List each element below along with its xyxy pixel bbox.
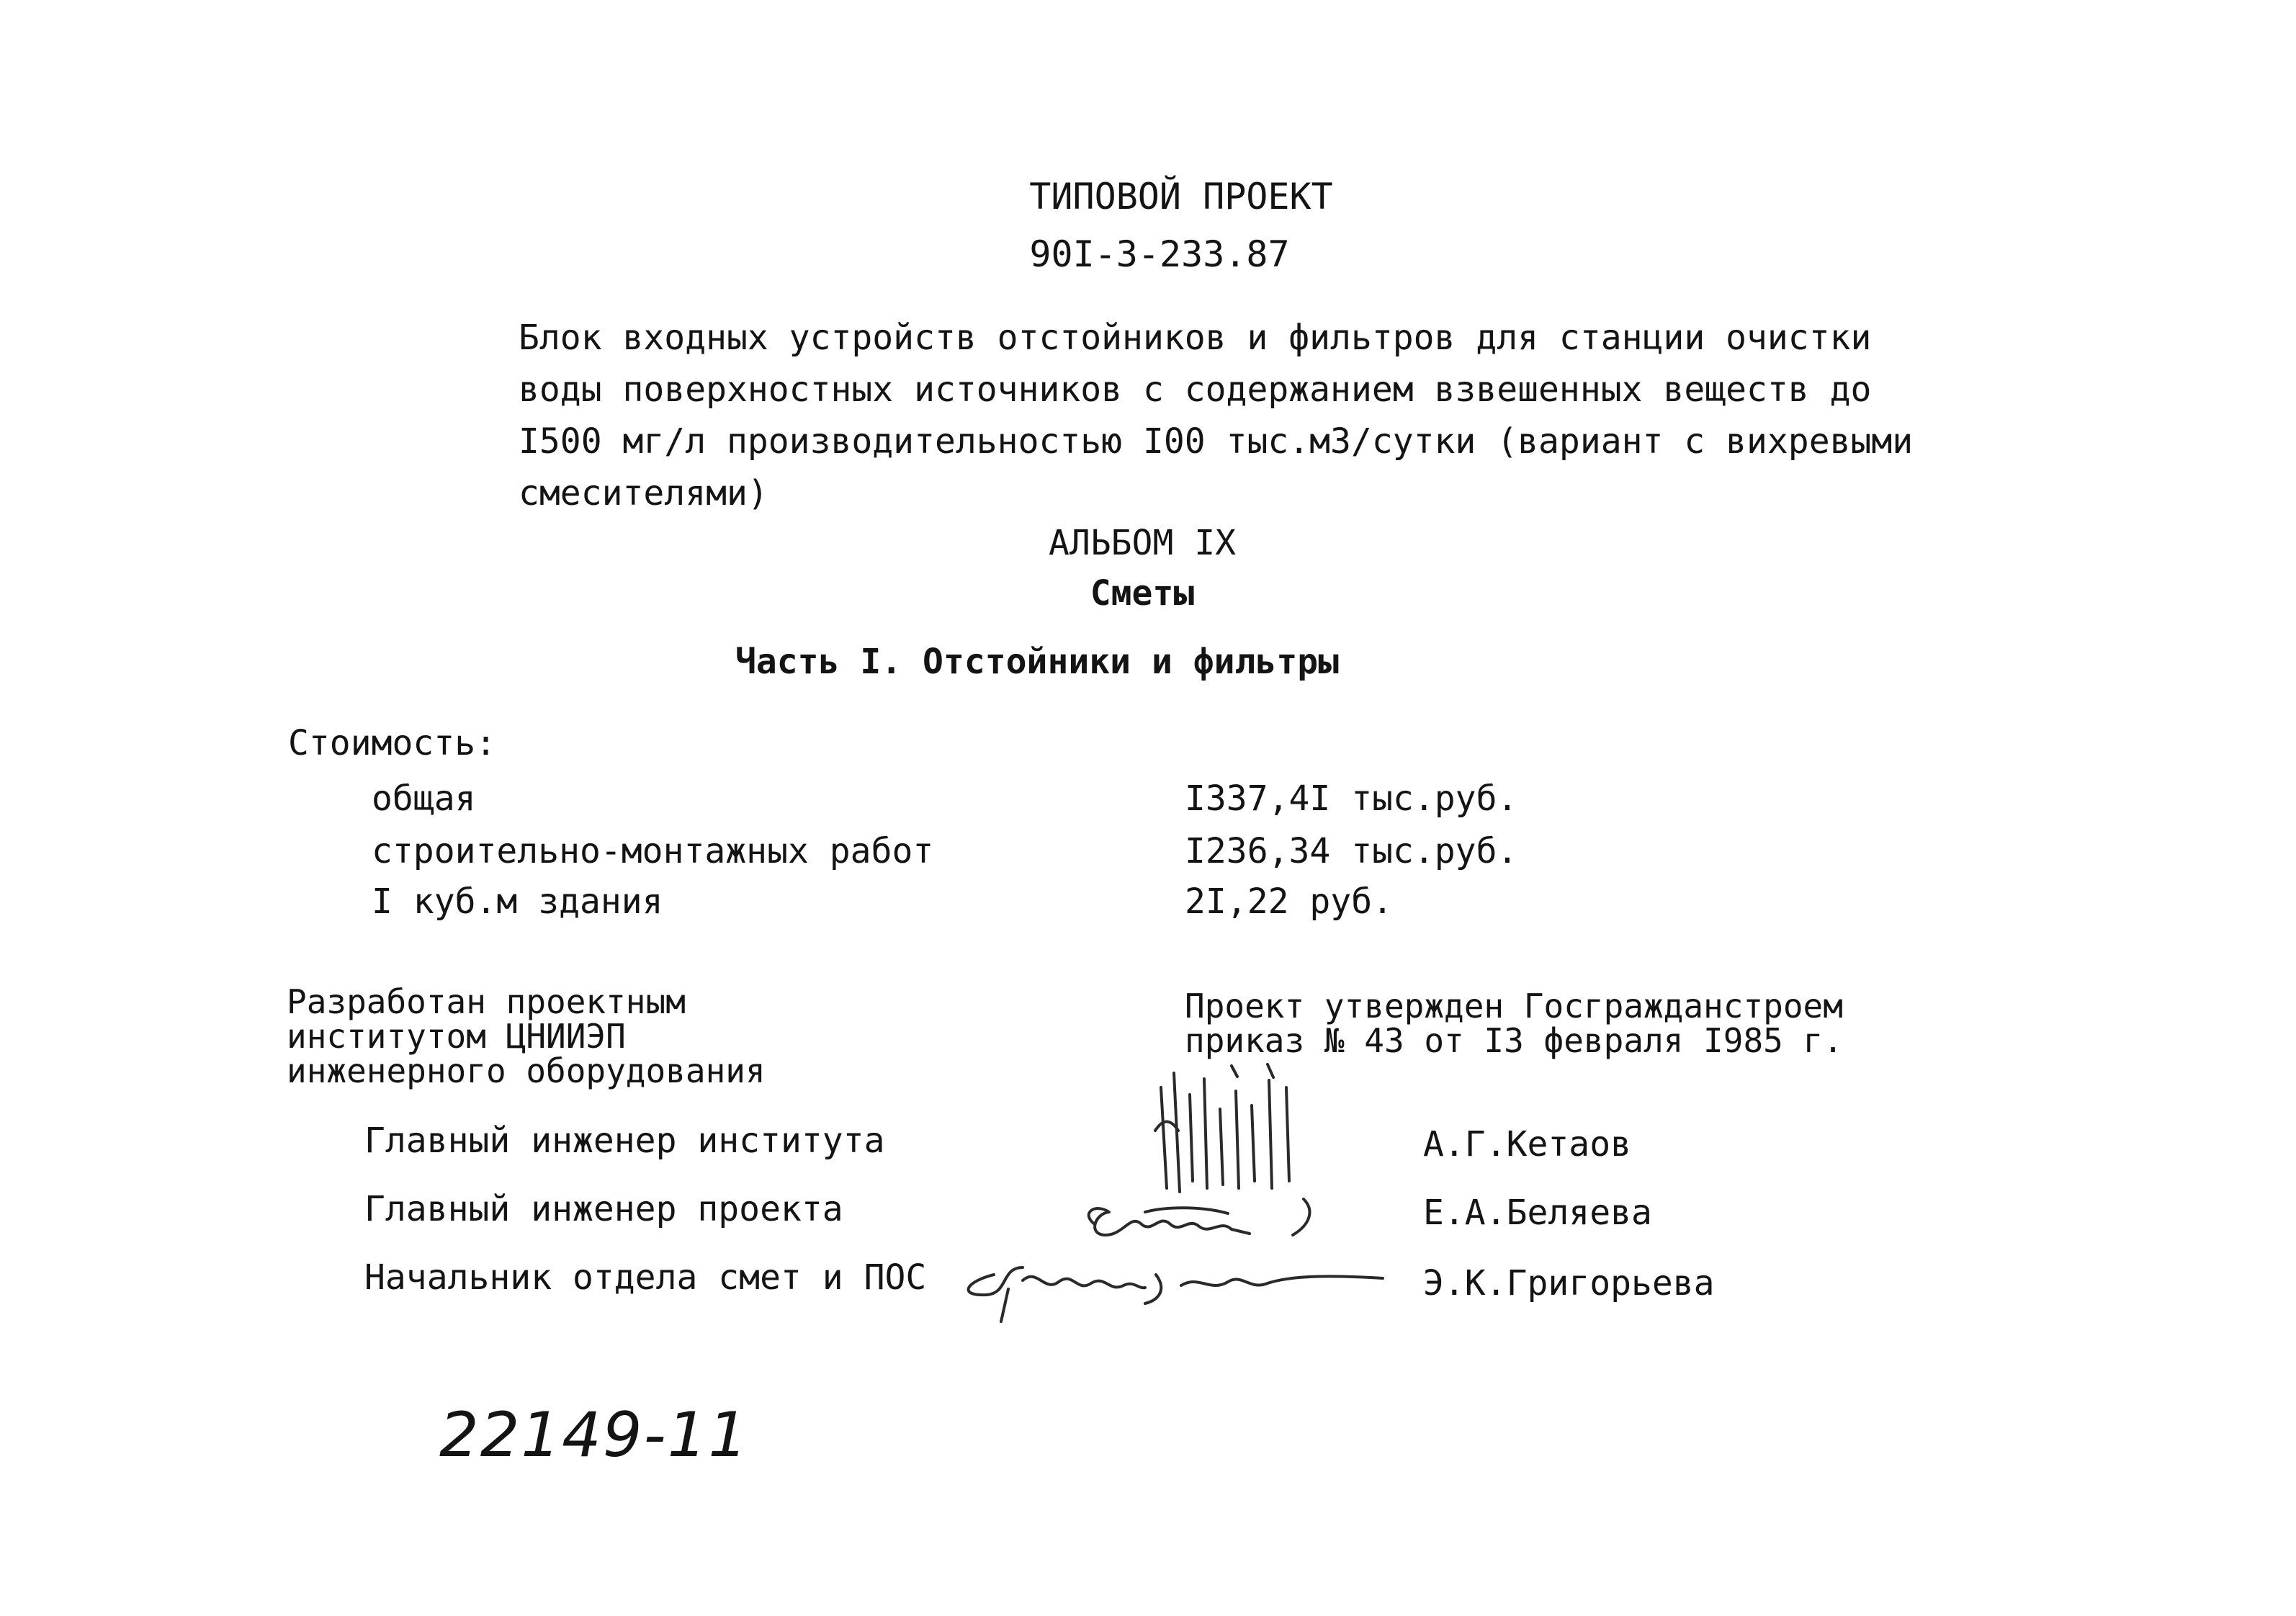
description-line: I500 мг/л производительностью I00 тыс.м3/сутки (вариант с вихревыми [519,421,1914,462]
developer-line: Разработан проектным [287,982,686,1021]
approval-line: приказ № 43 от I3 февраля I985 г. [1185,1021,1843,1060]
approval-line: Проект утвержден Госгражданстроем [1185,987,1843,1025]
cost-label: строительно-монтажных работ [372,831,934,871]
description-line: воды поверхностных источников с содержанием взвешенных веществ до [519,369,1872,410]
cost-label: общая [372,778,476,819]
signatory-position: Главный инженер института [364,1121,885,1161]
archive-number: 22149-11 [439,1399,750,1471]
cost-label: I куб.м здания [372,881,663,922]
signature-head-of-estimates [951,1246,1397,1332]
description-line: Блок входных устройств отстойников и фильтров для станции очистки [519,318,1872,358]
album-number: АЛЬБОМ IX [1048,523,1237,563]
signatory-name: Э.К.Григорьева [1423,1263,1715,1303]
signatory-position: Начальник отдела смет и ПОС [364,1257,927,1298]
cost-value: I337,4I тыс.руб. [1185,778,1518,819]
album-part: Часть I. Отстойники и фильтры [735,642,1340,682]
project-number: 90I-3-233.87 [1029,233,1290,275]
cost-value: I236,34 тыс.руб. [1185,831,1518,871]
project-type: ТИПОВОЙ ПРОЕКТ [1029,176,1333,217]
signatory-position: Главный инженер проекта [364,1189,843,1229]
description-line: смесителями) [519,473,768,513]
developer-line: инженерного оборудования [287,1051,766,1090]
signature-chief-engineer-institute [1145,1044,1361,1203]
developer-line: институтом ЦНИИЭП [287,1017,626,1056]
cost-value: 2I,22 руб. [1185,881,1393,922]
album-name: Сметы [1090,573,1195,614]
signatory-name: А.Г.Кетаов [1423,1124,1631,1164]
signatory-name: Е.А.Беляева [1423,1193,1652,1233]
cost-heading: Стоимость: [288,723,496,763]
